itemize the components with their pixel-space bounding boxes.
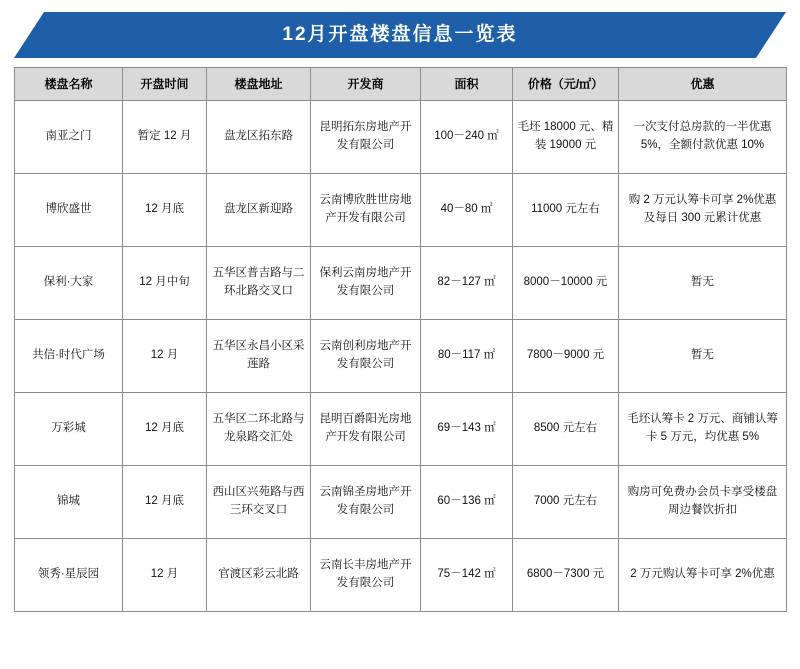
table-row bbox=[15, 101, 787, 174]
cell-name: 共信·时代广场 bbox=[15, 320, 123, 393]
cell-discount: 购 2 万元认筹卡可享 2%优惠及每日 300 元累计优惠 bbox=[619, 174, 787, 247]
cell-name: 领秀·星辰园 bbox=[15, 539, 123, 612]
cell-time: 12 月 bbox=[123, 320, 207, 393]
cell-time: 12 月底 bbox=[123, 393, 207, 466]
banner-shape bbox=[14, 12, 786, 58]
cell-address: 五华区永昌小区采莲路 bbox=[207, 320, 311, 393]
cell-price: 11000 元左右 bbox=[513, 174, 619, 247]
cell-time: 暂定 12 月 bbox=[123, 101, 207, 174]
cell-discount: 暂无 bbox=[619, 320, 787, 393]
cell-price: 8000－10000 元 bbox=[513, 247, 619, 320]
table-row bbox=[15, 320, 787, 393]
cell-developer: 昆明拓东房地产开发有限公司 bbox=[311, 101, 421, 174]
cell-discount: 暂无 bbox=[619, 247, 787, 320]
cell-area: 80－117 ㎡ bbox=[421, 320, 513, 393]
column-header-developer: 开发商 bbox=[311, 68, 421, 101]
cell-name: 博欣盛世 bbox=[15, 174, 123, 247]
column-header-address: 楼盘地址 bbox=[207, 68, 311, 101]
cell-time: 12 月底 bbox=[123, 466, 207, 539]
cell-developer: 云南博欣胜世房地产开发有限公司 bbox=[311, 174, 421, 247]
title-banner bbox=[14, 12, 786, 58]
cell-address: 西山区兴苑路与西三环交叉口 bbox=[207, 466, 311, 539]
cell-discount: 一次支付总房款的一半优惠 5%，全额付款优惠 10% bbox=[619, 101, 787, 174]
table-row bbox=[15, 466, 787, 539]
column-header-price: 价格（元/㎡） bbox=[513, 68, 619, 101]
cell-time: 12 月 bbox=[123, 539, 207, 612]
property-info-table bbox=[14, 67, 787, 612]
cell-address: 官渡区彩云北路 bbox=[207, 539, 311, 612]
cell-address: 五华区普吉路与二环北路交叉口 bbox=[207, 247, 311, 320]
table-row bbox=[15, 539, 787, 612]
cell-area: 69－143 ㎡ bbox=[421, 393, 513, 466]
document-page bbox=[0, 12, 800, 669]
table-header bbox=[15, 68, 787, 101]
table-row bbox=[15, 393, 787, 466]
cell-discount: 毛坯认筹卡 2 万元、商铺认筹卡 5 万元，均优惠 5% bbox=[619, 393, 787, 466]
table-header-row bbox=[15, 68, 787, 101]
cell-price: 毛坯 18000 元、精装 19000 元 bbox=[513, 101, 619, 174]
column-header-time: 开盘时间 bbox=[123, 68, 207, 101]
cell-price: 8500 元左右 bbox=[513, 393, 619, 466]
cell-area: 100－240 ㎡ bbox=[421, 101, 513, 174]
cell-price: 7000 元左右 bbox=[513, 466, 619, 539]
cell-discount: 2 万元购认筹卡可享 2%优惠 bbox=[619, 539, 787, 612]
column-header-name: 楼盘名称 bbox=[15, 68, 123, 101]
cell-name: 保利·大家 bbox=[15, 247, 123, 320]
cell-price: 7800－9000 元 bbox=[513, 320, 619, 393]
cell-name: 锦城 bbox=[15, 466, 123, 539]
cell-developer: 云南锦圣房地产开发有限公司 bbox=[311, 466, 421, 539]
cell-area: 60－136 ㎡ bbox=[421, 466, 513, 539]
page-title: 12月开盘楼盘信息一览表 bbox=[282, 24, 518, 45]
cell-area: 82－127 ㎡ bbox=[421, 247, 513, 320]
cell-area: 40－80 ㎡ bbox=[421, 174, 513, 247]
table-body bbox=[15, 101, 787, 612]
column-header-discount: 优惠 bbox=[619, 68, 787, 101]
table-row bbox=[15, 174, 787, 247]
cell-name: 万彩城 bbox=[15, 393, 123, 466]
cell-time: 12 月中旬 bbox=[123, 247, 207, 320]
table-row bbox=[15, 247, 787, 320]
cell-developer: 云南长丰房地产开发有限公司 bbox=[311, 539, 421, 612]
cell-address: 五华区二环北路与龙泉路交汇处 bbox=[207, 393, 311, 466]
cell-developer: 昆明百爵阳光房地产开发有限公司 bbox=[311, 393, 421, 466]
table-container bbox=[14, 67, 786, 612]
cell-address: 盘龙区拓东路 bbox=[207, 101, 311, 174]
cell-price: 6800－7300 元 bbox=[513, 539, 619, 612]
cell-address: 盘龙区新迎路 bbox=[207, 174, 311, 247]
cell-area: 75－142 ㎡ bbox=[421, 539, 513, 612]
cell-developer: 保利云南房地产开发有限公司 bbox=[311, 247, 421, 320]
cell-name: 南亚之门 bbox=[15, 101, 123, 174]
cell-developer: 云南创利房地产开发有限公司 bbox=[311, 320, 421, 393]
cell-discount: 购房可免费办会员卡享受楼盘周边餐饮折扣 bbox=[619, 466, 787, 539]
column-header-area: 面积 bbox=[421, 68, 513, 101]
cell-time: 12 月底 bbox=[123, 174, 207, 247]
